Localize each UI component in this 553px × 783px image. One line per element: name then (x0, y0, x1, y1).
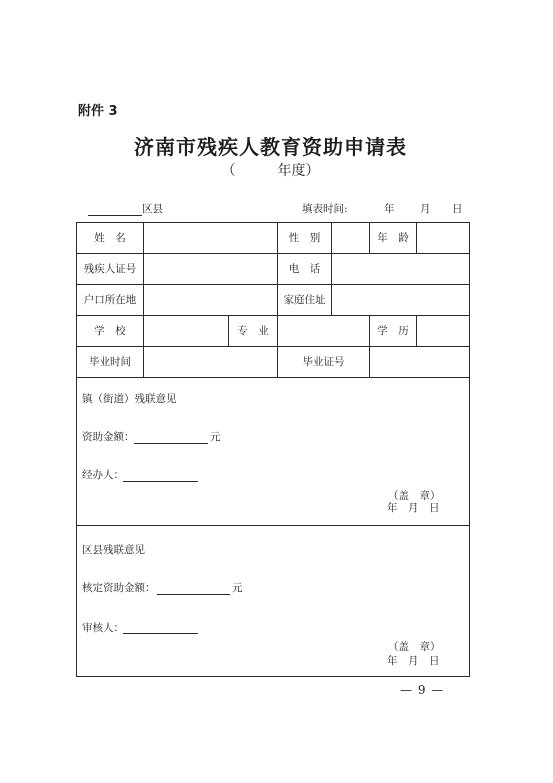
graduation-time-label: 毕业时间 (77, 347, 144, 378)
district-blank-line (88, 215, 142, 216)
major-label: 专 业 (229, 316, 278, 347)
town-opinion-heading: 镇（街道）残联意见 (82, 393, 177, 405)
town-opinion-section (77, 378, 470, 526)
town-handler-label: 经办人： (82, 469, 124, 481)
age-label: 年 龄 (370, 223, 417, 254)
table-row (77, 223, 470, 254)
form-year-subtitle: （ 年度） (221, 163, 320, 179)
disability-cert-label: 残疾人证号 (77, 254, 144, 285)
table-row (77, 254, 470, 285)
application-form-table (76, 222, 470, 677)
district-reviewer-label: 审核人： (82, 622, 124, 634)
education-label: 学 历 (370, 316, 417, 347)
town-seal-note: （盖 章） (388, 490, 441, 502)
table-row (77, 347, 470, 378)
town-handler-blank-line (123, 481, 198, 482)
phone-label: 电 话 (278, 254, 332, 285)
town-amount-label: 资助金额： (82, 431, 135, 443)
graduation-time-value-cell (144, 347, 278, 378)
disability-cert-value-cell (144, 254, 278, 285)
town-amount-unit: 元 (210, 431, 221, 443)
diploma-number-label: 毕业证号 (278, 347, 370, 378)
home-address-value-cell (332, 285, 470, 316)
age-value-cell (417, 223, 470, 254)
fill-time-label: 填表时间: (302, 203, 348, 215)
district-date: 年 月 日 (387, 655, 440, 667)
fill-time-month: 月 (420, 203, 431, 215)
district-amount-label: 核定资助金额： (82, 582, 156, 594)
district-suffix: 区县 (142, 203, 163, 215)
district-amount-blank-line (157, 594, 230, 595)
district-opinion-section (77, 526, 470, 677)
town-date: 年 月 日 (387, 502, 440, 514)
school-label: 学 校 (77, 316, 144, 347)
school-value-cell (144, 316, 229, 347)
table-row (77, 316, 470, 347)
hukou-label: 户口所在地 (77, 285, 144, 316)
town-amount-blank-line (134, 443, 208, 444)
table-row (77, 285, 470, 316)
education-value-cell (417, 316, 470, 347)
major-value-cell (278, 316, 370, 347)
name-value-cell (144, 223, 278, 254)
district-opinion-row (77, 526, 470, 677)
district-opinion-heading: 区县残联意见 (82, 544, 145, 556)
diploma-number-value-cell (370, 347, 470, 378)
attachment-label: 附件 3 (78, 104, 118, 119)
hukou-value-cell (144, 285, 278, 316)
district-reviewer-blank-line (123, 633, 198, 634)
home-address-label: 家庭住址 (278, 285, 332, 316)
phone-value-cell (332, 254, 470, 285)
town-opinion-row (77, 378, 470, 526)
gender-label: 性 别 (278, 223, 332, 254)
fill-time-day: 日 (452, 203, 463, 215)
gender-value-cell (332, 223, 370, 254)
district-seal-note: （盖 章） (388, 641, 441, 653)
district-amount-unit: 元 (232, 582, 243, 594)
name-label: 姓 名 (77, 223, 144, 254)
fill-time-year: 年 (384, 203, 395, 215)
page-number: — 9 — (400, 683, 445, 697)
form-title: 济南市残疾人教育资助申请表 (134, 135, 407, 159)
